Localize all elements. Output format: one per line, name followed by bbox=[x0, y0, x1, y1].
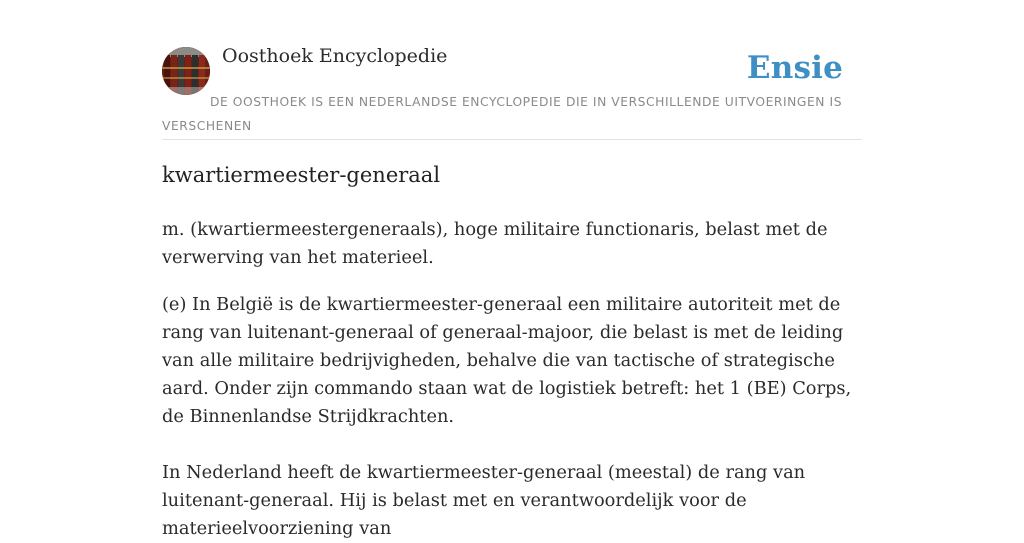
article-paragraph: (e) In België is de kwartiermeester-generaal een militaire autoriteit met de rang van luitenant-generaal of generaal-majoor, die belast is met de leiding van alle militaire bedrijvigheden, behalve die van tactische of strategische aard. Onder zijn commando staan wat de logistiek betreft: het 1 (BE) Corps, de Binnenlandse Strijdkrachten. bbox=[162, 294, 852, 427]
page-container bbox=[162, 0, 862, 539]
site-name-link[interactable]: Oosthoek Encyclopedie bbox=[222, 45, 448, 67]
article-paragraph: In Nederland heeft de kwartiermeester-generaal (meestal) de rang van luitenant-generaal. Hij is belast met en verantwoordelijk voor de materieelvoorziening van bbox=[162, 462, 806, 539]
ensie-logo-link[interactable]: Ensie bbox=[746, 50, 843, 86]
site-tagline: DE OOSTHOEK IS EEN NEDERLANDSE ENCYCLOPEDIE DIE IN VERSCHILLENDE UITVOERINGEN IS VERSCHENEN bbox=[162, 95, 843, 133]
article-title: kwartiermeester-generaal bbox=[162, 163, 441, 187]
site-header bbox=[162, 0, 862, 140]
encyclopedia-books-icon[interactable] bbox=[162, 47, 210, 95]
article-paragraph: m. (kwartiermeestergeneraals), hoge militaire functionaris, belast met de verwerving van het materieel. bbox=[162, 219, 828, 268]
